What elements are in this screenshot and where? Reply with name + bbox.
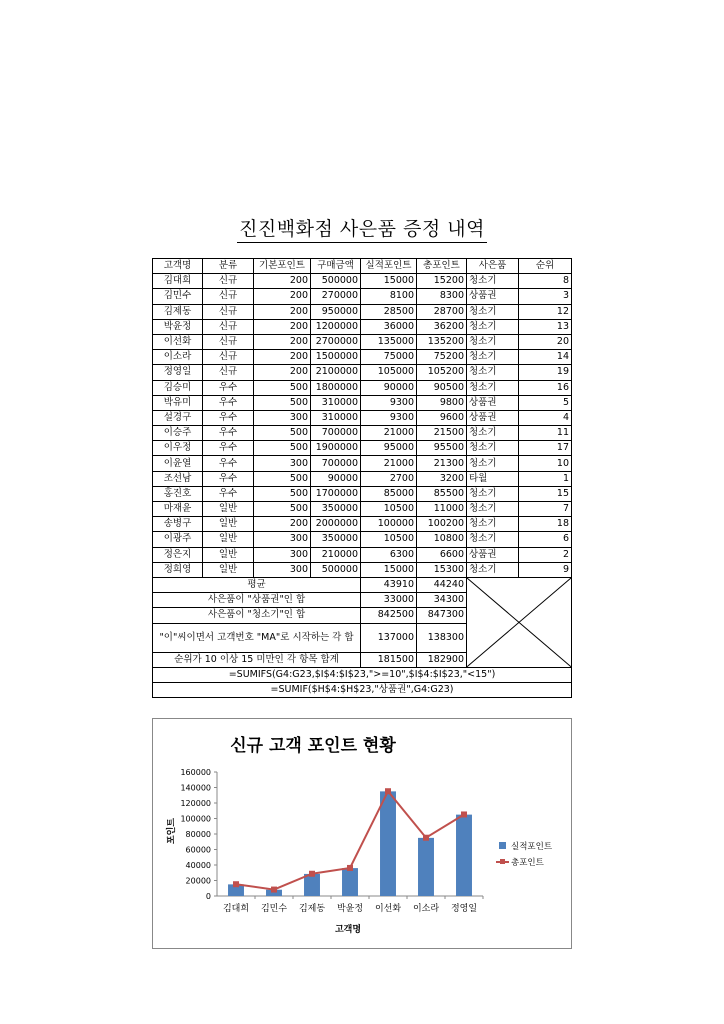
- document-title: [0, 214, 724, 243]
- performance-points-cell: 9300: [361, 410, 417, 425]
- base-points-cell: 500: [254, 471, 311, 486]
- rank-cell: 19: [519, 365, 572, 380]
- customer-name-cell: 정영일: [153, 365, 203, 380]
- customer-name-cell: 김대희: [153, 274, 203, 289]
- table-row: [153, 502, 572, 517]
- customer-name-cell: 김제동: [153, 304, 203, 319]
- bar: [342, 868, 358, 896]
- purchase-amount-cell: 2000000: [311, 517, 361, 532]
- purchase-amount-cell: 950000: [311, 304, 361, 319]
- bar: [380, 791, 396, 896]
- purchase-amount-cell: 2700000: [311, 334, 361, 349]
- total-points-cell: 21500: [417, 426, 467, 441]
- customer-name-cell: 이선화: [153, 334, 203, 349]
- base-points-cell: 300: [254, 532, 311, 547]
- table-row: [153, 517, 572, 532]
- performance-points-cell: 9300: [361, 395, 417, 410]
- y-axis-label: 포인트: [167, 817, 177, 845]
- performance-points-cell: 90000: [361, 380, 417, 395]
- y-tick-label: 100000: [180, 814, 211, 824]
- rank-cell: 17: [519, 441, 572, 456]
- table-row: [153, 289, 572, 304]
- gift-cell: 상품권: [467, 547, 519, 562]
- total-points-cell: 11000: [417, 502, 467, 517]
- line-marker: [461, 811, 467, 817]
- performance-points-cell: 21000: [361, 456, 417, 471]
- base-points-cell: 300: [254, 410, 311, 425]
- crossed-out-cell: [467, 577, 572, 667]
- gift-sum-perf: 33000: [361, 593, 417, 608]
- header-row: [153, 259, 572, 274]
- base-points-cell: 200: [254, 274, 311, 289]
- gift-cell: 청소기: [467, 319, 519, 334]
- gift-cell: 상품권: [467, 410, 519, 425]
- gift-cell: 청소기: [467, 532, 519, 547]
- total-points-cell: 21300: [417, 456, 467, 471]
- table-row: [153, 456, 572, 471]
- performance-points-cell: 95000: [361, 441, 417, 456]
- total-points-cell: 75200: [417, 350, 467, 365]
- y-tick-label: 40000: [185, 861, 211, 870]
- total-points-cell: 8300: [417, 289, 467, 304]
- performance-points-cell: 6300: [361, 547, 417, 562]
- y-tick-label: 80000: [185, 830, 211, 839]
- base-points-cell: 200: [254, 319, 311, 334]
- customer-name-cell: 김민수: [153, 289, 203, 304]
- purchase-amount-cell: 1500000: [311, 350, 361, 365]
- legend-bar-swatch: [499, 842, 506, 849]
- header-cell: 실적포인트: [361, 259, 417, 274]
- line-marker: [385, 788, 391, 794]
- category-cell: 신규: [203, 304, 254, 319]
- table-row: [153, 274, 572, 289]
- customer-name-cell: 조선남: [153, 471, 203, 486]
- header-cell: 기본포인트: [254, 259, 311, 274]
- purchase-amount-cell: 310000: [311, 410, 361, 425]
- cross-mark: [467, 578, 571, 667]
- performance-points-cell: 36000: [361, 319, 417, 334]
- header-cell: 사은품: [467, 259, 519, 274]
- performance-points-cell: 10500: [361, 532, 417, 547]
- performance-points-cell: 28500: [361, 304, 417, 319]
- gift-cell: 상품권: [467, 289, 519, 304]
- total-points-cell: 6600: [417, 547, 467, 562]
- category-cell: 우수: [203, 441, 254, 456]
- line-marker: [423, 835, 429, 841]
- category-cell: 일반: [203, 547, 254, 562]
- customer-name-cell: 송병구: [153, 517, 203, 532]
- bar: [418, 838, 434, 896]
- line-marker: [271, 887, 277, 893]
- line-marker: [233, 881, 239, 887]
- average-perf: 43910: [361, 577, 417, 592]
- total-points-cell: 90500: [417, 380, 467, 395]
- base-points-cell: 200: [254, 304, 311, 319]
- table-row: [153, 441, 572, 456]
- total-points-cell: 3200: [417, 471, 467, 486]
- base-points-cell: 500: [254, 486, 311, 501]
- total-points-cell: 105200: [417, 365, 467, 380]
- gift-sum-label: 사은품이 "상품권"인 합: [153, 593, 361, 608]
- title-text: 진진백화점 사은품 증정 내역: [237, 214, 487, 243]
- y-tick-label: 140000: [180, 783, 211, 793]
- data-table: [152, 258, 572, 698]
- total-points-cell: 9800: [417, 395, 467, 410]
- y-tick-label: 60000: [185, 845, 211, 855]
- formula-row-2: [153, 682, 572, 697]
- purchase-amount-cell: 1200000: [311, 319, 361, 334]
- header-cell: 구매금액: [311, 259, 361, 274]
- table-row: [153, 426, 572, 441]
- table-row: [153, 410, 572, 425]
- customer-name-cell: 이광주: [153, 532, 203, 547]
- total-points-cell: 9600: [417, 410, 467, 425]
- formula-2: =SUMIF($H$4:$H$23,"상품권",G4:G23): [153, 682, 572, 697]
- table-row: [153, 304, 572, 319]
- category-cell: 일반: [203, 532, 254, 547]
- rank-cell: 11: [519, 426, 572, 441]
- base-points-cell: 200: [254, 365, 311, 380]
- customer-name-cell: 이소라: [153, 350, 203, 365]
- total-points-cell: 95500: [417, 441, 467, 456]
- x-tick-label: 정영일: [450, 904, 478, 914]
- rank-cell: 1: [519, 471, 572, 486]
- customer-name-cell: 마재윤: [153, 502, 203, 517]
- table-row: [153, 395, 572, 410]
- x-axis-label: 고객명: [334, 925, 362, 935]
- purchase-amount-cell: 700000: [311, 426, 361, 441]
- purchase-amount-cell: 350000: [311, 532, 361, 547]
- performance-points-cell: 85000: [361, 486, 417, 501]
- cleaner-sum-label: 사은품이 "청소기"인 합: [153, 608, 361, 623]
- rank-cell: 6: [519, 532, 572, 547]
- chart-title: 신규 고객 포인트 현황: [230, 736, 396, 756]
- customer-name-cell: 정은지: [153, 547, 203, 562]
- cleaner-sum-perf: 842500: [361, 608, 417, 623]
- performance-points-cell: 135000: [361, 334, 417, 349]
- purchase-amount-cell: 310000: [311, 395, 361, 410]
- x-tick-label: 김제동: [298, 904, 326, 914]
- y-tick-label: 20000: [185, 876, 211, 886]
- customer-name-cell: 김승미: [153, 380, 203, 395]
- rank-cell: 5: [519, 395, 572, 410]
- table-row: [153, 319, 572, 334]
- y-tick-label: 160000: [180, 768, 211, 777]
- category-cell: 우수: [203, 471, 254, 486]
- performance-points-cell: 10500: [361, 502, 417, 517]
- header-cell: 순위: [519, 259, 572, 274]
- base-points-cell: 300: [254, 562, 311, 577]
- table-row: [153, 486, 572, 501]
- customer-name-cell: 박유미: [153, 395, 203, 410]
- table-row: [153, 562, 572, 577]
- customer-name-cell: 홍진호: [153, 486, 203, 501]
- category-cell: 우수: [203, 426, 254, 441]
- rank-sum-perf: 181500: [361, 652, 417, 667]
- gift-cell: 청소기: [467, 350, 519, 365]
- name-sum-label: "이"씨이면서 고객번호 "MA"로 시작하는 각 합: [153, 623, 361, 652]
- category-cell: 신규: [203, 289, 254, 304]
- base-points-cell: 300: [254, 547, 311, 562]
- gift-cell: 청소기: [467, 426, 519, 441]
- purchase-amount-cell: 350000: [311, 502, 361, 517]
- base-points-cell: 200: [254, 350, 311, 365]
- total-points-cell: 28700: [417, 304, 467, 319]
- purchase-amount-cell: 500000: [311, 274, 361, 289]
- header-cell: 총포인트: [417, 259, 467, 274]
- average-label: 평균: [153, 577, 361, 592]
- table-row: [153, 471, 572, 486]
- total-points-cell: 135200: [417, 334, 467, 349]
- rank-cell: 12: [519, 304, 572, 319]
- category-cell: 우수: [203, 486, 254, 501]
- gift-cell: 청소기: [467, 304, 519, 319]
- table-row: [153, 365, 572, 380]
- total-points-cell: 15300: [417, 562, 467, 577]
- purchase-amount-cell: 1800000: [311, 380, 361, 395]
- bar: [456, 815, 472, 896]
- x-tick-label: 이선화: [374, 904, 402, 914]
- gift-cell: 청소기: [467, 334, 519, 349]
- category-cell: 우수: [203, 410, 254, 425]
- gift-cell: 청소기: [467, 562, 519, 577]
- base-points-cell: 300: [254, 456, 311, 471]
- performance-points-cell: 75000: [361, 350, 417, 365]
- performance-points-cell: 21000: [361, 426, 417, 441]
- purchase-amount-cell: 1700000: [311, 486, 361, 501]
- rank-cell: 14: [519, 350, 572, 365]
- category-cell: 일반: [203, 562, 254, 577]
- category-cell: 우수: [203, 380, 254, 395]
- rank-cell: 3: [519, 289, 572, 304]
- total-points-cell: 10800: [417, 532, 467, 547]
- formula-1: =SUMIFS(G4:G23,$I$4:$I$23,">=10",$I$4:$I$23,"<15"): [153, 667, 572, 682]
- rank-cell: 4: [519, 410, 572, 425]
- rank-cell: 10: [519, 456, 572, 471]
- table-row: [153, 547, 572, 562]
- gift-cell: 청소기: [467, 502, 519, 517]
- base-points-cell: 500: [254, 502, 311, 517]
- line-marker: [347, 865, 353, 871]
- gift-cell: 청소기: [467, 517, 519, 532]
- category-cell: 우수: [203, 395, 254, 410]
- base-points-cell: 500: [254, 380, 311, 395]
- y-tick-label: 120000: [180, 799, 211, 808]
- purchase-amount-cell: 1900000: [311, 441, 361, 456]
- x-tick-label: 김민수: [260, 904, 288, 914]
- average-row: [153, 577, 572, 592]
- table-row: [153, 350, 572, 365]
- performance-points-cell: 2700: [361, 471, 417, 486]
- purchase-amount-cell: 500000: [311, 562, 361, 577]
- formula-row-1: [153, 667, 572, 682]
- gift-cell: 청소기: [467, 441, 519, 456]
- base-points-cell: 200: [254, 517, 311, 532]
- bar: [304, 874, 320, 896]
- rank-cell: 15: [519, 486, 572, 501]
- customer-name-cell: 설경구: [153, 410, 203, 425]
- x-tick-label: 이소라: [412, 904, 440, 914]
- purchase-amount-cell: 210000: [311, 547, 361, 562]
- base-points-cell: 200: [254, 289, 311, 304]
- legend-label: 총포인트: [511, 858, 544, 868]
- total-points-cell: 15200: [417, 274, 467, 289]
- performance-points-cell: 15000: [361, 562, 417, 577]
- customer-name-cell: 이우정: [153, 441, 203, 456]
- category-cell: 신규: [203, 350, 254, 365]
- rank-sum-total: 182900: [417, 652, 467, 667]
- rank-cell: 7: [519, 502, 572, 517]
- total-points-cell: 100200: [417, 517, 467, 532]
- purchase-amount-cell: 270000: [311, 289, 361, 304]
- category-cell: 신규: [203, 334, 254, 349]
- purchase-amount-cell: 90000: [311, 471, 361, 486]
- customer-name-cell: 이윤열: [153, 456, 203, 471]
- category-cell: 일반: [203, 502, 254, 517]
- average-total: 44240: [417, 577, 467, 592]
- table-row: [153, 334, 572, 349]
- x-tick-label: 박윤정: [336, 904, 364, 914]
- rank-cell: 16: [519, 380, 572, 395]
- rank-cell: 20: [519, 334, 572, 349]
- name-sum-perf: 137000: [361, 623, 417, 652]
- table-row: [153, 532, 572, 547]
- performance-points-cell: 8100: [361, 289, 417, 304]
- category-cell: 신규: [203, 319, 254, 334]
- legend-label: 실적포인트: [511, 842, 553, 852]
- customer-name-cell: 박윤정: [153, 319, 203, 334]
- gift-cell: 청소기: [467, 486, 519, 501]
- category-cell: 신규: [203, 274, 254, 289]
- category-cell: 신규: [203, 365, 254, 380]
- rank-cell: 18: [519, 517, 572, 532]
- name-sum-total: 138300: [417, 623, 467, 652]
- rank-cell: 8: [519, 274, 572, 289]
- y-tick-label: 0: [205, 892, 211, 901]
- gift-cell: 상품권: [467, 395, 519, 410]
- customer-name-cell: 정희영: [153, 562, 203, 577]
- cleaner-sum-total: 847300: [417, 608, 467, 623]
- rank-cell: 13: [519, 319, 572, 334]
- rank-cell: 2: [519, 547, 572, 562]
- chart-container: [152, 718, 572, 949]
- gift-cell: 청소기: [467, 274, 519, 289]
- table-row: [153, 380, 572, 395]
- total-points-cell: 36200: [417, 319, 467, 334]
- performance-points-cell: 105000: [361, 365, 417, 380]
- base-points-cell: 500: [254, 395, 311, 410]
- performance-points-cell: 15000: [361, 274, 417, 289]
- x-tick-label: 김대희: [222, 904, 250, 914]
- header-cell: 고객명: [153, 259, 203, 274]
- gift-cell: 타월: [467, 471, 519, 486]
- base-points-cell: 500: [254, 426, 311, 441]
- gift-cell: 청소기: [467, 456, 519, 471]
- line-marker: [309, 871, 315, 877]
- rank-sum-label: 순위가 10 이상 15 미만인 각 항목 합계: [153, 652, 361, 667]
- rank-cell: 9: [519, 562, 572, 577]
- header-cell: 분류: [203, 259, 254, 274]
- legend-line-marker: [500, 859, 505, 864]
- gift-cell: 청소기: [467, 380, 519, 395]
- base-points-cell: 200: [254, 334, 311, 349]
- customer-name-cell: 이승주: [153, 426, 203, 441]
- category-cell: 일반: [203, 517, 254, 532]
- purchase-amount-cell: 2100000: [311, 365, 361, 380]
- total-points-cell: 85500: [417, 486, 467, 501]
- gift-sum-total: 34300: [417, 593, 467, 608]
- performance-points-cell: 100000: [361, 517, 417, 532]
- points-chart: [153, 719, 571, 948]
- gift-cell: 청소기: [467, 365, 519, 380]
- purchase-amount-cell: 700000: [311, 456, 361, 471]
- category-cell: 우수: [203, 456, 254, 471]
- base-points-cell: 500: [254, 441, 311, 456]
